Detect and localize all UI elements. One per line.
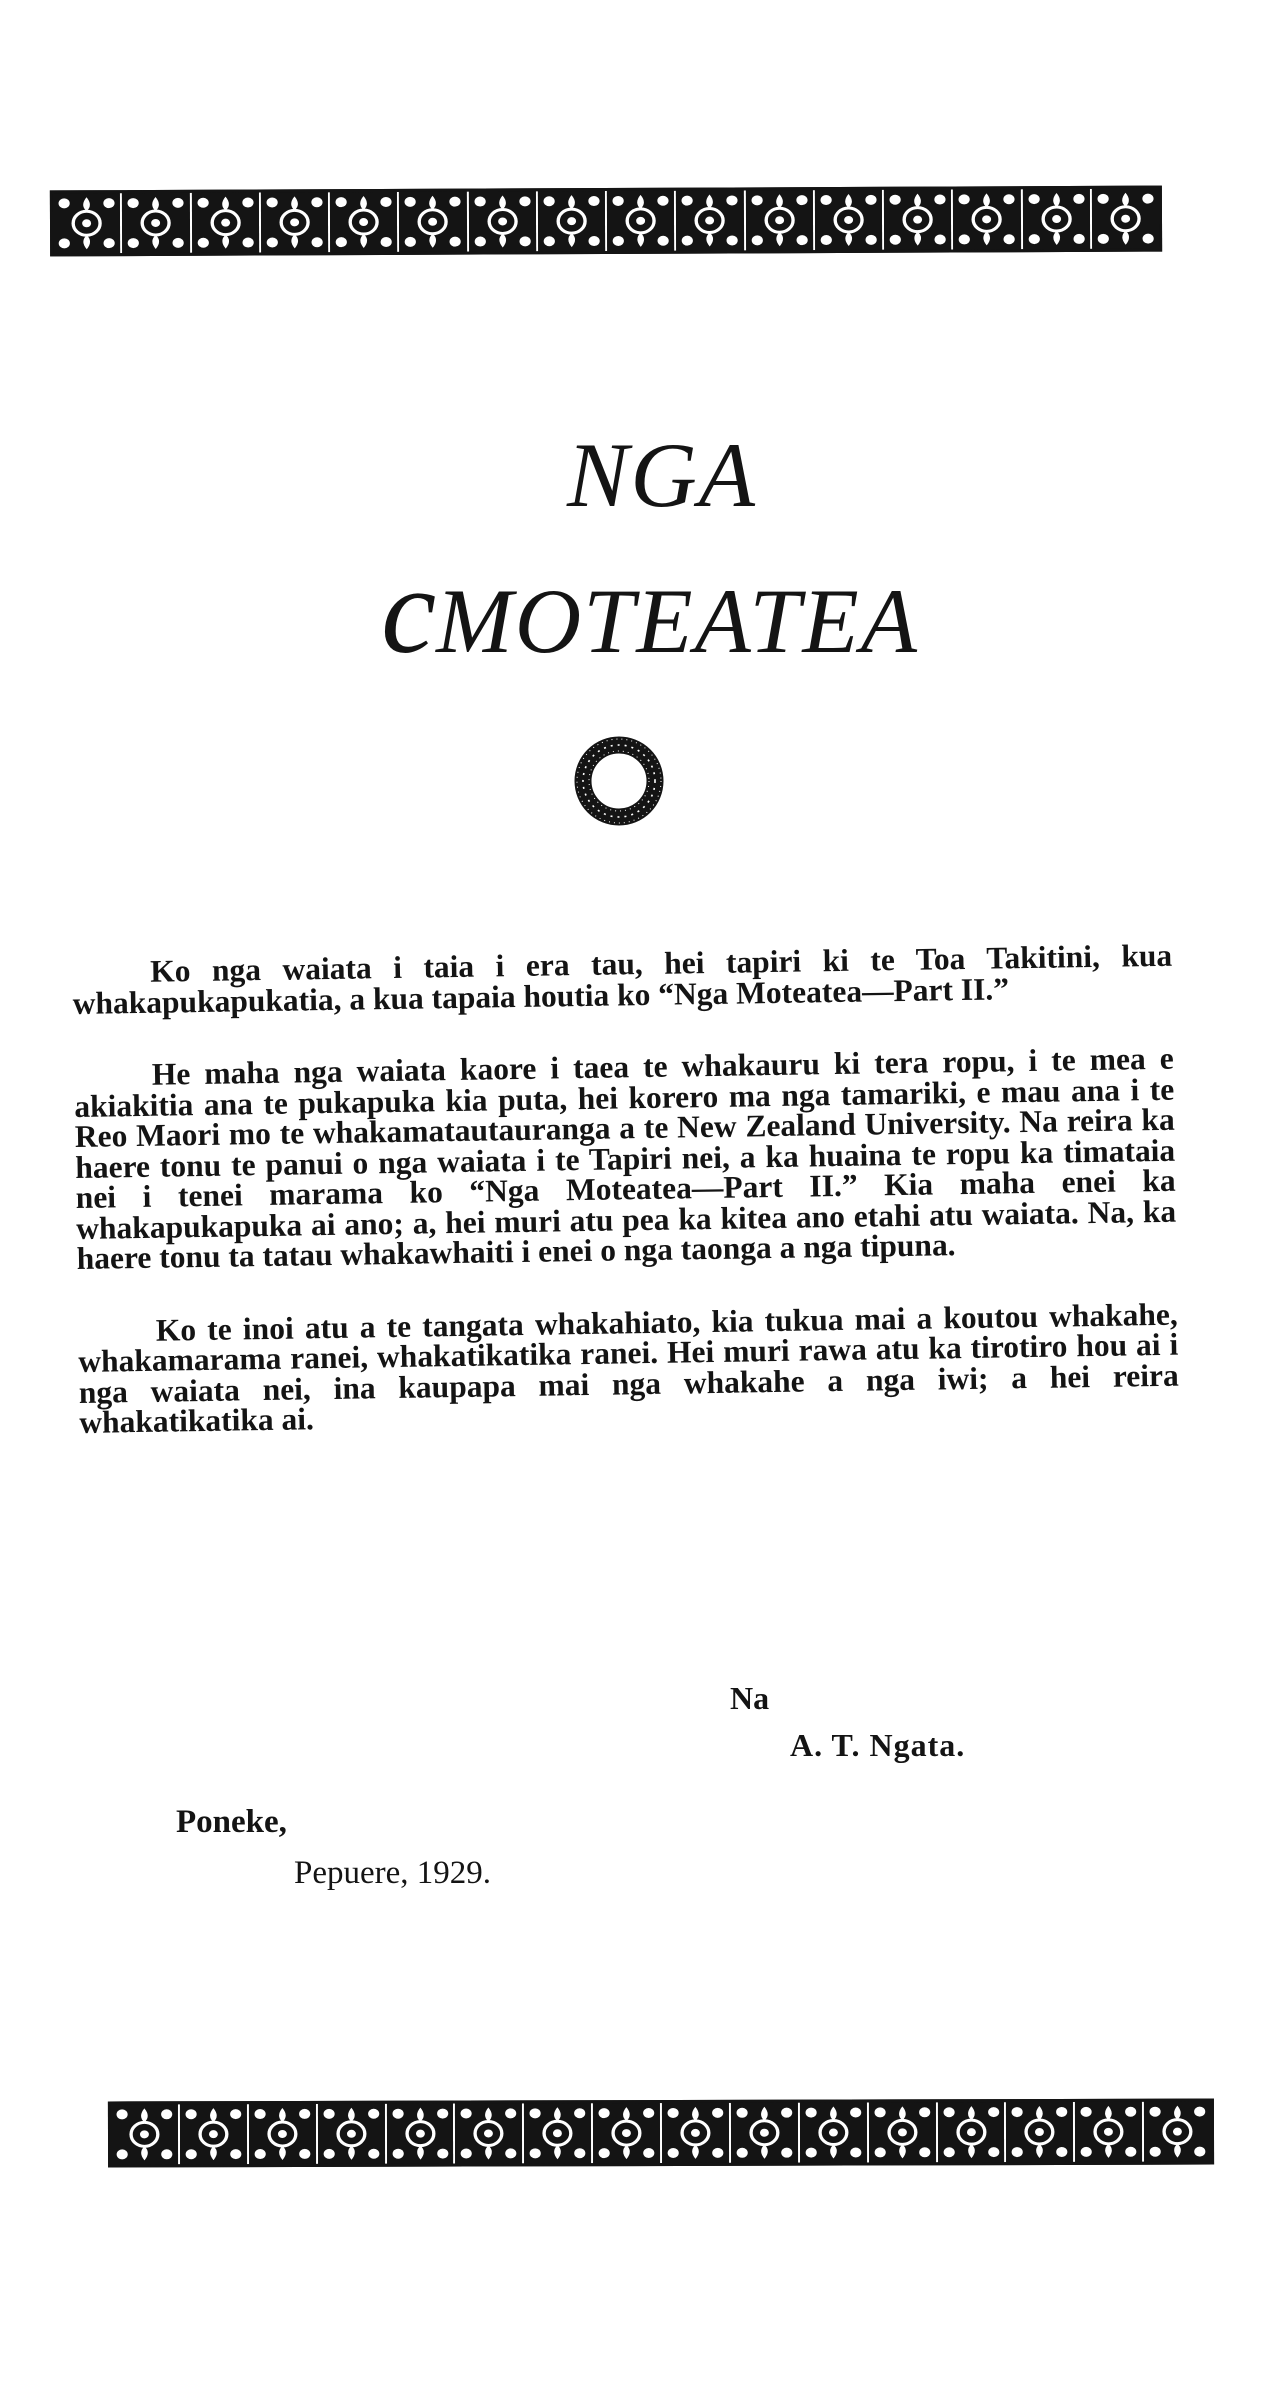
paragraph-2: He maha nga waiata kaore i taea te whakauru ki tera ropu, i te mea e akiakitia ana te pukapuka kia puta, hei korero ma nga tamariki, e mau ana i te Reo Maori mo te whakamatautauranga a te New Zealand University. Na reira ka haere tonu te panui o nga waiata i te Tapiri nei, a ka huaina te ropu ka timataia nei i tenei marama ko “Nga Moteatea—Part II.” Kia maha enei ka whakapukapuka ai ano; a, hei muri atu pea ka kitea ano etahi atu waiata. Na, ka haere tonu ta tatau whakawhaiti i enei o nga taonga a nga tipuna. (74, 1040, 1177, 1276)
floral-tile (1006, 2102, 1075, 2162)
paragraph-1: Ko nga waiata i taia i era tau, hei tapiri ki te Toa Takitini, kua whakapukapukatia, a kua tapaia houtia ko “Nga Moteatea—Part II.” (72, 937, 1173, 1021)
floral-tile (662, 2103, 731, 2163)
date-line: Pepuere, 1929. (294, 1855, 492, 1891)
floral-tile (745, 190, 815, 250)
paragraph-3: Ko te inoi atu a te tangata whakahiato, kia tukua mai a koutou whakahe, whakamarama ranei, whakatikatika ranei. Hei muri rawa atu ka tirotiro hou ai i nga waiata nei, ina kaupapa mai nga whakahe a nga iwi; a hei reira whakatikatika ai. (78, 1296, 1179, 1440)
floral-tile (180, 2104, 249, 2164)
floral-tile (607, 191, 677, 251)
floral-tile (1092, 189, 1160, 249)
floral-tile (386, 2104, 455, 2164)
floral-tile (815, 190, 885, 250)
title-moteatea-text: MOTEATEA (436, 570, 919, 672)
floral-tile (731, 2103, 800, 2163)
floral-tile (468, 191, 538, 251)
floral-tile (330, 192, 400, 252)
floral-tile (455, 2103, 524, 2163)
floral-tile (249, 2104, 318, 2164)
place-line: Poneke, (176, 1804, 287, 1840)
signature-na: Na (730, 1680, 770, 1716)
bottom-floral-border (108, 2099, 1214, 2168)
floral-tile (953, 189, 1023, 249)
body-text (72, 937, 1179, 1440)
floral-tile (538, 191, 608, 251)
floral-tile (1144, 2102, 1211, 2162)
floral-tile (1075, 2102, 1144, 2162)
signature-name: A. T. Ngata. (790, 1727, 966, 1763)
floral-tile (593, 2103, 662, 2163)
title-line-moteatea (0, 540, 1280, 682)
floral-tile (800, 2102, 869, 2162)
floral-tile (524, 2103, 593, 2163)
floral-tile (261, 192, 331, 252)
title-line-nga: NGA (567, 424, 757, 526)
floral-tile (884, 189, 954, 249)
floral-tile (111, 2104, 180, 2164)
floral-tile (937, 2102, 1006, 2162)
floral-tile (53, 193, 123, 253)
floral-tile (676, 190, 746, 250)
top-floral-border (50, 186, 1162, 257)
wreath-ring-ornament (573, 735, 665, 827)
floral-tile (399, 192, 469, 252)
floral-tile (191, 193, 261, 253)
title-swash-letter: c (381, 542, 437, 679)
floral-tile (1022, 189, 1092, 249)
floral-tile (122, 193, 192, 253)
floral-tile (869, 2102, 938, 2162)
floral-tile (318, 2104, 387, 2164)
